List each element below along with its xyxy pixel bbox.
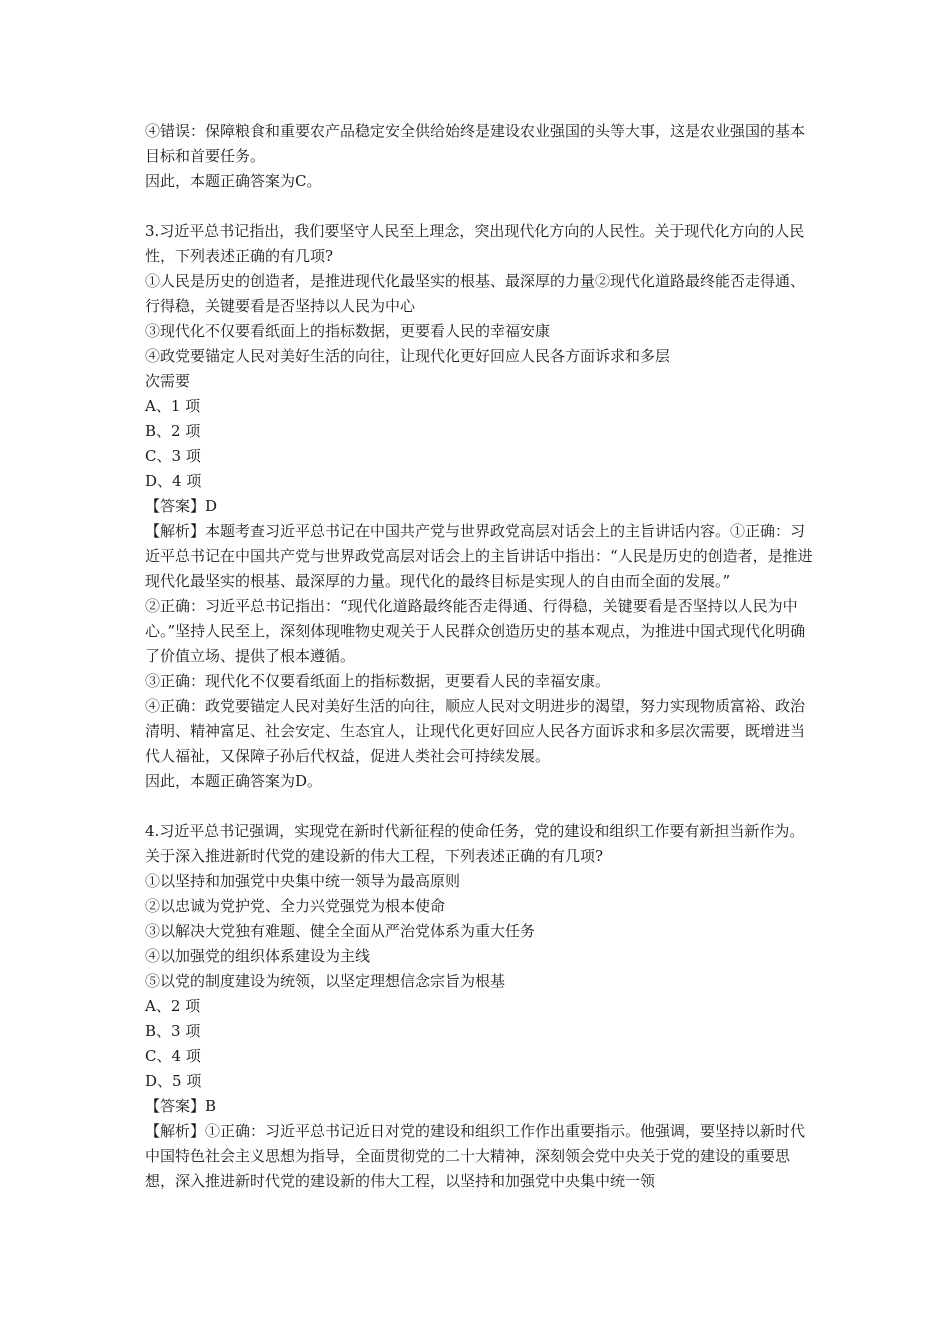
q3-option-c: C、3 项 — [145, 447, 201, 465]
q4-statement: ①以坚持和加强党中央集中统一领导为最高原则 — [145, 872, 461, 890]
q4-option-b: B、3 项 — [145, 1022, 201, 1040]
q3-statement: ③现代化不仅要看纸面上的指标数据，更要看人民的幸福安康 — [145, 322, 551, 340]
q4-option-a: A、2 项 — [145, 997, 201, 1015]
q3-statement: ①人民是历史的创造者，是推进现代化最坚实的根基、最深厚的力量②现代化道路最终能否走得通、行得稳，关键要看是否坚持以人民为中心 — [145, 272, 806, 315]
prev-conclusion: 因此，本题正确答案为C。 — [145, 172, 322, 190]
q4-statement: ③以解决大党独有难题、健全全面从严治党体系为重大任务 — [145, 922, 536, 940]
document-page — [145, 119, 815, 1194]
q3-analysis: ②正确：习近平总书记指出：“现代化道路最终能否走得通、行得稳，关键要看是否坚持以人民为中心。”坚持人民至上，深刻体现唯物史观关于人民群众创造历史的基本观点，为推进中国式现代化明确了价值立场、提供了根本遵循。 — [145, 597, 806, 665]
q3-statement: 次需要 — [145, 372, 191, 390]
q3-option-a: A、1 项 — [145, 397, 201, 415]
spacer — [145, 794, 815, 819]
q4-question: 4.习近平总书记强调，实现党在新时代新征程的使命任务，党的建设和组织工作要有新担当新作为。关于深入推进新时代党的建设新的伟大工程，下列表述正确的有几项? — [145, 822, 805, 865]
q4-answer: 【答案】B — [145, 1097, 217, 1115]
prev-analysis-line: ④错误：保障粮食和重要农产品稳定安全供给始终是建设农业强国的头等大事，这是农业强国的基本目标和首要任务。 — [145, 122, 806, 165]
q3-analysis: ④正确：政党要锚定人民对美好生活的向往，顺应人民对文明进步的渴望，努力实现物质富裕、政治清明、精神富足、社会安定、生态宜人，让现代化更好回应人民各方面诉求和多层次需要，既增进当代人福祉，又保障子孙后代权益，促进人类社会可持续发展。 — [145, 697, 806, 765]
q4-analysis: 【解析】①正确：习近平总书记近日对党的建设和组织工作作出重要指示。他强调，要坚持以新时代中国特色社会主义思想为指导，全面贯彻党的二十大精神，深刻领会党中央关于党的建设的重要思想，深入推进新时代党的建设新的伟大工程，以坚持和加强党中央集中统一领 — [145, 1122, 806, 1190]
q4-statement: ④以加强党的组织体系建设为主线 — [145, 947, 371, 965]
q3-question: 3.习近平总书记指出，我们要坚守人民至上理念，突出现代化方向的人民性。关于现代化方向的人民性，下列表述正确的有几项? — [145, 222, 805, 265]
q3-statement: ④政党要锚定人民对美好生活的向往，让现代化更好回应人民各方面诉求和多层 — [145, 347, 671, 365]
spacer — [145, 194, 815, 219]
q3-analysis: ③正确：现代化不仅要看纸面上的指标数据，更要看人民的幸福安康。 — [145, 672, 611, 690]
q3-option-b: B、2 项 — [145, 422, 201, 440]
q4-statement: ⑤以党的制度建设为统领，以坚定理想信念宗旨为根基 — [145, 972, 506, 990]
q3-conclusion: 因此，本题正确答案为D。 — [145, 772, 323, 790]
q3-option-d: D、4 项 — [145, 472, 202, 490]
q4-option-c: C、4 项 — [145, 1047, 201, 1065]
q3-answer: 【答案】D — [145, 497, 218, 515]
q4-option-d: D、5 项 — [145, 1072, 202, 1090]
q4-statement: ②以忠诚为党护党、全力兴党强党为根本使命 — [145, 897, 446, 915]
q3-analysis: 【解析】本题考查习近平总书记在中国共产党与世界政党高层对话会上的主旨讲话内容。①正确：习近平总书记在中国共产党与世界政党高层对话会上的主旨讲话中指出：“人民是历史的创造者，是推进现代化最坚实的根基、最深厚的力量。现代化的最终目标是实现人的自由而全面的发展。” — [145, 522, 813, 590]
